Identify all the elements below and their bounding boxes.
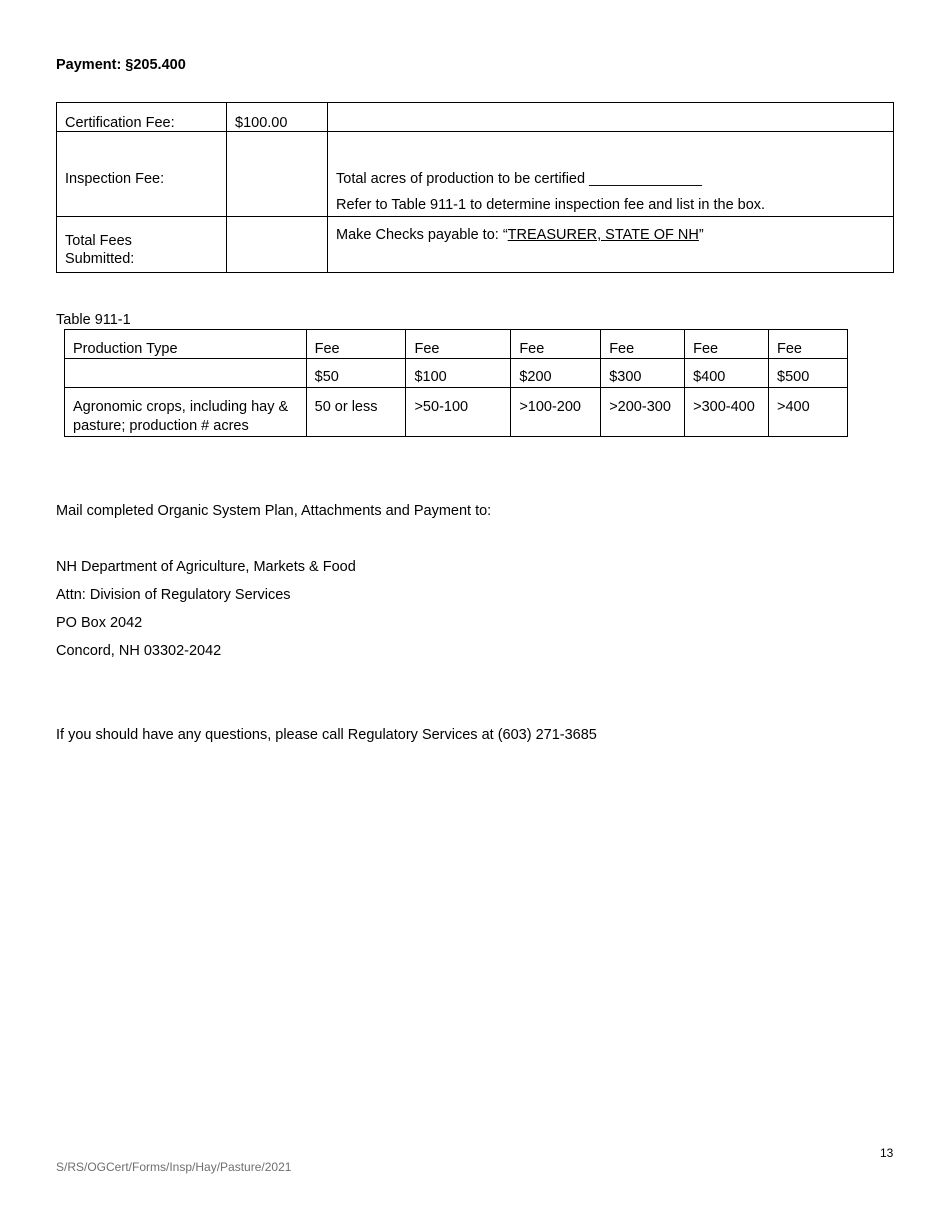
inspection-fee-label: Inspection Fee: bbox=[65, 171, 165, 187]
certification-fee-label: Certification Fee: bbox=[65, 115, 175, 131]
certification-fee-value: $100.00 bbox=[235, 115, 288, 131]
acres-range-cell: >50-100 bbox=[414, 399, 469, 415]
questions-contact: If you should have any questions, please call Regulatory Services at (603) 271-3685 bbox=[56, 727, 597, 743]
address-line-1: NH Department of Agriculture, Markets & Food bbox=[56, 559, 356, 575]
fee-amount-cell: $300 bbox=[609, 369, 642, 385]
total-fees-row bbox=[57, 217, 894, 273]
fee-header-cell: Fee bbox=[414, 341, 440, 357]
acres-line: Total acres of production to be certified ______________ bbox=[336, 171, 702, 187]
address-line-3: PO Box 2042 bbox=[56, 615, 143, 631]
acres-range-cell: 50 or less bbox=[314, 399, 378, 415]
fee-header-cell: Fee bbox=[519, 341, 545, 357]
fee-amount-cell: $500 bbox=[777, 369, 810, 385]
acres-range-cell: >200-300 bbox=[609, 399, 671, 415]
fee-table-caption: Table 911-1 bbox=[56, 312, 131, 328]
fee-header-cell: Fee bbox=[693, 341, 719, 357]
checks-payee: TREASURER, STATE OF NH bbox=[507, 227, 699, 243]
acres-range-cell: >400 bbox=[777, 399, 810, 415]
fee-header-cell: Fee bbox=[777, 341, 803, 357]
fee-header-cell: Fee bbox=[609, 341, 635, 357]
refer-line: Refer to Table 911-1 to determine inspection fee and list in the box. bbox=[336, 197, 766, 213]
form-footer-code: S/RS/OGCert/Forms/Insp/Hay/Pasture/2021 bbox=[56, 1160, 292, 1174]
production-type-cell: Agronomic crops, including hay & pasture; production # acres bbox=[73, 399, 289, 434]
address-line-4: Concord, NH 03302-2042 bbox=[56, 643, 222, 659]
section-heading: Payment: §205.400 bbox=[56, 57, 186, 73]
page-number: 13 bbox=[880, 1146, 894, 1160]
fee-amount-cell: $400 bbox=[693, 369, 726, 385]
address-line-2: Attn: Division of Regulatory Services bbox=[56, 587, 291, 603]
checks-suffix: ” bbox=[698, 227, 704, 243]
fee-header-cell: Production Type bbox=[73, 341, 178, 357]
payment-table bbox=[56, 102, 894, 273]
checks-prefix: Make Checks payable to: “ bbox=[336, 227, 508, 243]
fee-amount-cell: $200 bbox=[519, 369, 552, 385]
total-fees-value[interactable] bbox=[227, 217, 328, 273]
fee-table bbox=[64, 329, 848, 437]
fee-amount-cell: $100 bbox=[414, 369, 447, 385]
acres-range-cell: >100-200 bbox=[519, 399, 581, 415]
fee-amount-row bbox=[65, 359, 848, 388]
fee-table-header-row bbox=[65, 330, 848, 359]
acres-range-cell: >300-400 bbox=[693, 399, 755, 415]
checks-payable-line bbox=[336, 227, 893, 243]
fee-amount-cell: $50 bbox=[314, 369, 339, 385]
inspection-fee-row bbox=[57, 132, 894, 217]
inspection-fee-value[interactable] bbox=[227, 132, 328, 217]
mail-instruction: Mail completed Organic System Plan, Attachments and Payment to: bbox=[56, 503, 492, 519]
total-fees-label: Total Fees Submitted: bbox=[65, 233, 135, 267]
certification-fee-row bbox=[57, 103, 894, 132]
fee-acres-row bbox=[65, 388, 848, 437]
fee-header-cell: Fee bbox=[314, 341, 340, 357]
